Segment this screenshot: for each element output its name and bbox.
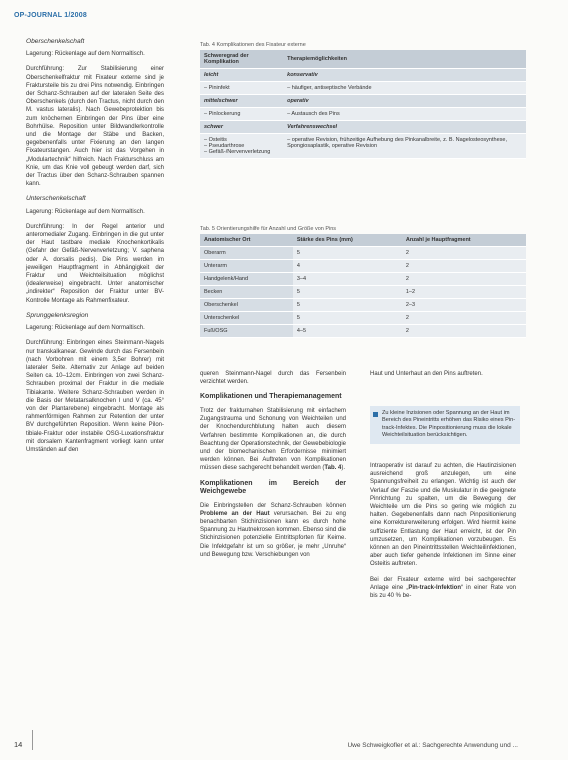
column-1: [26, 38, 164, 461]
table-section: operativ: [283, 95, 526, 108]
table-row: [200, 325, 526, 338]
table-cell: Oberschenkel: [200, 299, 293, 312]
emphasis: Pin-track-Infektion: [408, 584, 462, 591]
divider: [32, 730, 33, 750]
table-cell: – häufiger, antiseptische Verbände: [283, 82, 526, 95]
table-cell: Unterarm: [200, 260, 293, 273]
section-heading: Sprunggelenksregion: [26, 311, 89, 319]
table-cell: – Osteitis – Pseudarthrose – Gefäß-/Nervenverletzung: [200, 134, 283, 159]
table-cell: 5: [293, 286, 402, 299]
table-row: [200, 260, 526, 273]
table-cell: 2: [402, 312, 526, 325]
info-box-text: Zu kleine Inzisionen oder Spannung an der Haut im Bereich des Pineintritts erhöhen das Risiko eines Pin-track-Infektes. Die Pinpositionierung muss die lokale Weichteilsituation berücksichtigen.: [382, 410, 516, 439]
paragraph: Durchführung: Zur Stabilisierung einer Oberschenkelfraktur mit Fixateur externe sind je Fraktursteile bis zu drei Pins notwendig. Einbringen der Schanz-Schrauben auf der lateralen Seite des Oberschenkels (durch den Tractus, nicht durch den M. vastus lateralis). Nach Gewebeprotektion bis zum knöchernen Einbringen der Pins über eine Bohrhülse. Reposition unter Bildwandlerkontrolle und die Montage der Stäbe und Backen, gegebenenfalls unter Fixierung an den langen Fixateurstangen. Auch hier ist das Vorgehen in „Modulartechnik“ hilfreich. Nach Frakturschluss am Knie, um das Knie voll gebeugt werden darf, sich der Tractus über den Schanz-Schrauben spannen kann.: [26, 66, 164, 188]
table-header: Anatomischer Ort: [200, 234, 293, 247]
paragraph: [200, 502, 346, 559]
emphasis: Probleme an der Haut: [200, 510, 270, 517]
column-3: [370, 370, 516, 385]
paragraph: Durchführung: Einbringen eines Steinmann-Nagels nur transkalkanear. Gewinde durch das Fersenbein (nach Vorbohren mit einem 3,5er Bohrer) mit lateraler Seite. Alternativ zur Anlage auf beiden Seiten ca. 10–12cm. Einbringen von zwei Schanz-Schrauben proximal der Fraktur in die mediale Tibiakante. Weitere Schanz-Schrauben werden in die Basis der Metatarsalknochen I und V (ca. 45° von der Plantarebene) eingebracht. Montage als rahmenförmigen Rahmen zur Retention der unter BV durchgeführten Reposition. Wenn keine Pilon-tibiale-Fraktur oder instabile OSG-Luxationsfraktur mit dorsalem Kantenfragment vorliegt kann unter Umständen auf den: [26, 340, 164, 453]
paragraph: Lagerung: Rückenlage auf dem Normaltisch.: [26, 325, 145, 332]
table-header: Therapiemöglichkeiten: [283, 50, 526, 69]
section-heading: Komplikationen im Bereich der Weichgewebe: [200, 479, 346, 496]
table-cell: – Austausch des Pins: [283, 108, 526, 121]
table-cell: 5: [293, 247, 402, 260]
table-cell: 1–2: [402, 286, 526, 299]
table-cell: Unterschenkel: [200, 312, 293, 325]
paragraph: [370, 576, 516, 601]
table-section: Verfahrenswechsel: [283, 121, 526, 134]
section-heading: Unterschenkelschaft: [26, 195, 86, 203]
section-heading: Komplikationen und Therapiemanagement: [200, 393, 342, 401]
table-cell: Fuß/OSG: [200, 325, 293, 338]
table-cell: 5: [293, 312, 402, 325]
paragraph-text: Die Einbringstellen der Schanz-Schrauben können: [200, 502, 346, 509]
section-heading: Oberschenkelschaft: [26, 38, 85, 45]
table-4: [200, 40, 526, 159]
table-cell: 2–3: [402, 299, 526, 312]
paragraph: Lagerung: Rückenlage auf dem Normaltisch.: [26, 208, 145, 215]
table-cell: Handgelenk/Hand: [200, 273, 293, 286]
paragraph: [200, 407, 346, 473]
paragraph-text: “ in einer Rate von bis zu 40 % be-: [370, 584, 517, 600]
table-header: Schweregrad der Komplikation: [200, 50, 283, 69]
table-reference: Tab. 4: [324, 465, 342, 472]
paragraph-text: verursachen. Bei zu eng benachbarten Stichinzisionen kann es durch hohe Spannung zu Hautnekrosen kommen. Ebenso sind die Stichinzisionen potenzielle Eintrittspforten für Keime. Die Infektgefahr ist um so größer, je mehr „Unruhe“ und Bewegung bzw. Verschiebungen von: [200, 510, 346, 558]
paragraph: Durchführung: In der Regel anterior und anteromedialer Zugang. Einbringen in die gut unter der Haut tastbare mediale Knochenkortikalis (Gefahr der Gefäß-Nervenverletzung; V. saphena oder A. dorsalis pedis). Die Pins werden im jeweiligen Hauptfragment in Abhängigkeit der Fraktur und Weichteilsituation möglichst (idealerweise) eingebracht. Unter anatomischer „indirekter“ Reposition der Fraktur unter BV-Kontrolle Montage als Rahmenfixateur.: [26, 223, 164, 304]
table-caption: Tab. 4 Komplikationen des Fixateur externe: [200, 42, 306, 48]
table-cell: – Pinlockerung: [200, 108, 283, 121]
table-row: [200, 299, 526, 312]
table-row: [200, 247, 526, 260]
paragraph: queren Steinmann-Nagel durch das Fersenbein verzichtet werden.: [200, 371, 346, 386]
journal-header: OP-JOURNAL 1/2008: [14, 12, 87, 19]
table-cell: 5: [293, 299, 402, 312]
table-section: leicht: [200, 69, 283, 82]
page-number: 14: [14, 740, 23, 749]
table-row: [200, 273, 526, 286]
table-cell: – Pininfekt: [200, 82, 283, 95]
paragraph-text: Trotz der frakturnahen Stabilisierung mit einfachem Zugangstrauma und Schonung von Weichteilen und der Knochendurchblutung halten auch diesem Verfahren bestimmte Komplikationen an, die durch Beachtung der Operationstechnik, der Gewebebiologie und der biomechanischen Erfordernisse minimiert werden können. Bei Auftreten von Komplikationen müssen diese sachgerecht behandelt werden (: [200, 407, 346, 472]
table-cell: 2: [402, 325, 526, 338]
table-5: [200, 224, 526, 338]
paragraph-text: Bei der Fixateur externe wird bei sachgerechter Anlage eine „: [370, 576, 516, 591]
table-row: [200, 286, 526, 299]
table-cell: 3–4: [293, 273, 402, 286]
table-header: Stärke des Pins (mm): [293, 234, 402, 247]
table-cell: 2: [402, 260, 526, 273]
info-box: [370, 406, 520, 444]
column-2: [200, 370, 346, 566]
paragraph: Haut und Unterhaut an den Pins auftreten.: [370, 371, 483, 377]
table-header: Anzahl je Hauptfragment: [402, 234, 526, 247]
table-cell: – operative Revision, frühzeitige Aufhebung des Pinkanalbreite, z. B. Nagelosteosynthese, Spongiosaplastik, operative Revision: [283, 134, 526, 159]
running-footer: Uwe Schweigkofler et al.: Sachgerechte Anwendung und ...: [347, 742, 518, 749]
table-cell: 4–5: [293, 325, 402, 338]
table-section: konservativ: [283, 69, 526, 82]
paragraph: Intraoperativ ist darauf zu achten, die Hautinzisionen ausreichend groß anzulegen, um eine Spannungsfreiheit zu erlangen. Wichtig ist auch der Verlauf der Faszie und die Muskulatur in die geeignete Pinrichtung zu spalten, um die Bewegung der Weichteile um die Pins so gering wie möglich zu halten. Gegebenenfalls dann nach Pinpositionierung eine Korrekturerweiterung erfolgen. Wird hiermit keine suffiziente Entlastung der Haut erreicht, ist der Pin umzusetzen, um Komplikationen vorzubeugen. Es können an den Pineintrittsstellen Weichteilinfektionen, aber auch tiefer gehende Infektionen im Sinne einer Osteitis auftreten.: [370, 463, 516, 568]
table-section: mittelschwer: [200, 95, 283, 108]
table-row: [200, 312, 526, 325]
column-3-continued: [370, 462, 516, 607]
paragraph: Lagerung: Rückenlage auf dem Normaltisch.: [26, 51, 145, 58]
table-cell: 4: [293, 260, 402, 273]
table-caption: Tab. 5 Orientierungshilfe für Anzahl und Größe von Pins: [200, 226, 337, 232]
square-bullet-icon: [373, 412, 378, 417]
table-cell: Becken: [200, 286, 293, 299]
table-cell: 2: [402, 273, 526, 286]
table-section: schwer: [200, 121, 283, 134]
table-cell: Oberarm: [200, 247, 293, 260]
table-cell: 2: [402, 247, 526, 260]
paragraph-text: ).: [341, 465, 345, 472]
